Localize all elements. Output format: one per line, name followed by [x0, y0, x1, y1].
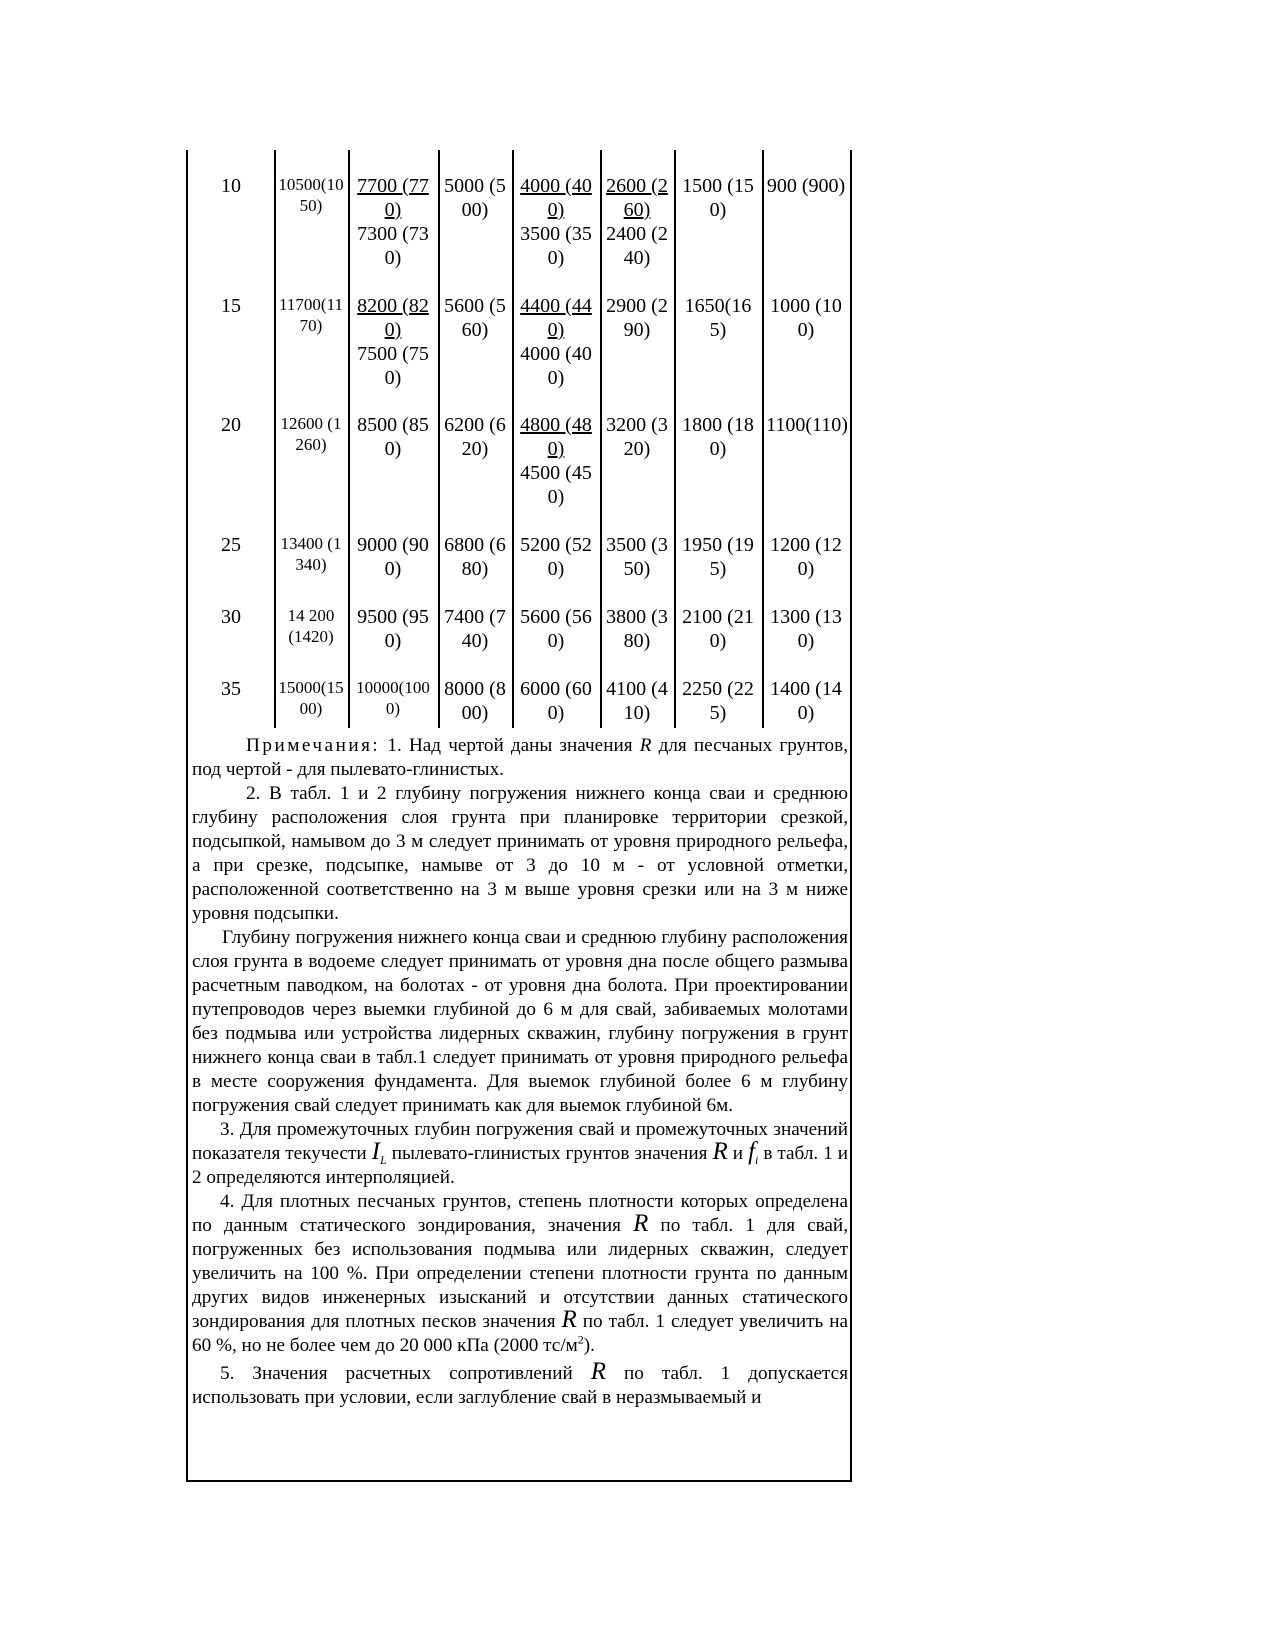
table-cell [516, 413, 596, 509]
table-cell-top: 8200 (820) [357, 295, 429, 341]
table-cell-top: 4800 (480) [520, 414, 592, 460]
symbol-R: R [633, 1210, 649, 1237]
table-cell [604, 174, 670, 270]
symbol-R: R [590, 1358, 607, 1385]
depth-cell: 15 [221, 295, 241, 317]
column-divider [274, 150, 276, 728]
table-cell-bottom: 7500 (750) [357, 343, 429, 389]
table-cell [352, 174, 434, 270]
table-cell: 1650(165) [684, 295, 752, 341]
table-cell: 2100 (210) [682, 606, 754, 652]
table-cell: 7400 (740) [444, 606, 506, 652]
table-cell: 9000 (900) [357, 534, 429, 580]
column-divider [438, 150, 440, 728]
table-cell: 1100(110) [766, 414, 848, 436]
table-cell: 4100 (410) [606, 678, 668, 724]
table-cell: 3500 (350) [606, 534, 668, 580]
table-cell-top: 7700 (770) [357, 175, 429, 221]
table-cell: 12600 (1260) [280, 414, 342, 454]
symbol-R: R [561, 1306, 577, 1333]
table-cell: 3200 (320) [606, 414, 668, 460]
notes-section [192, 734, 848, 1410]
note-4: 4. Для плотных песчаных грунтов, степень плотности которых определена по данным статического зондирования, значения R по табл. 1 для свай, погруженных без использования подмыва или лидерных скважин, следует увеличить на 100 %. При определении степени плотности грунта по данным других видов инженерных изысканий и отсутствии данных статического зондирования для плотных песков значения R по табл. 1 следует увеличить на 60 %, но не более чем до 20 000 кПа (2000 $тс/м^2$). [192, 1191, 849, 1356]
table-cell: 1950 (195) [682, 534, 754, 580]
table-cell: 8500 (850) [357, 414, 429, 460]
column-divider [674, 150, 676, 728]
note-3: 3. Для промежуточных глубин погружения свай и промежуточных значений показателя текучести $I_L$ пылевато-глинистых грунтов значения R и $f_i$ в табл. 1 и 2 определяются интерполяцией. [192, 1119, 849, 1188]
column-divider [600, 150, 602, 728]
table-cell: 5600 (560) [444, 295, 506, 341]
table-cell-bottom: 4000 (400) [520, 343, 592, 389]
table-cell: 6800 (680) [444, 534, 506, 580]
note-2-continued: Глубину погружения нижнего конца сваи и среднюю глубину расположения слоя грунта в водоеме следует принимать от уровня дна после общего размыва расчетным паводком, на болотах - от уровня дна болота. При проектировании путепроводов через выемки глубиной до 6 м для свай, забиваемых молотами без подмыва или устройства лидерных скважин, глубину погружения в грунт нижнего конца сваи в табл.1 следует принимать от уровня природного рельефа в месте сооружения фундамента. Для выемок глубиной более 6 м глубину погружения свай следует принимать как для выемок глубиной 6м. [192, 927, 848, 1116]
depth-cell: 35 [221, 678, 241, 700]
table-border-right [850, 150, 852, 1482]
table-cell: 15000(1500) [278, 678, 344, 718]
table-cell-bottom: 2400 (240) [606, 223, 668, 269]
document-frame [186, 150, 852, 1482]
depth-cell: 10 [221, 175, 241, 197]
table-border-left [186, 150, 188, 1482]
symbol-R: R [639, 735, 652, 756]
table-cell: 10500(1050) [278, 175, 344, 215]
table-cell: 2250 (225) [682, 678, 754, 724]
table-cell: 2900 (290) [606, 295, 668, 341]
note-2: 2. В табл. 1 и 2 глубину погружения нижнего конца сваи и среднюю глубину расположения слоя грунта при планировке территории срезкой, подсыпкой, намывом до 3 м следует принимать от уровня природного рельефа, а при срезке, подсыпке, намыве от 3 до 10 м - от условной отметки, расположенной соответственно на 3 м выше уровня срезки или на 3 м ниже уровня подсыпки. [192, 783, 848, 924]
table-cell: 10000(1000) [356, 678, 430, 718]
table-cell: 5600 (560) [520, 606, 592, 652]
table-cell [352, 294, 434, 390]
table-cell: 1300 (130) [770, 606, 842, 652]
table-cell: 11700(1170) [279, 295, 343, 335]
table-cell: 8000 (800) [444, 678, 506, 724]
table-cell-top: 2600 (260) [606, 175, 668, 221]
table-cell: 9500 (950) [357, 606, 429, 652]
table-cell-bottom: 4500 (450) [520, 462, 592, 508]
table-cell [516, 174, 596, 270]
table-cell: 6000 (600) [520, 678, 592, 724]
depth-cell: 20 [221, 414, 241, 436]
table-cell: 900 (900) [766, 175, 846, 197]
column-divider [348, 150, 350, 728]
depth-cell: 25 [221, 534, 241, 556]
table-cell-bottom: 3500 (350) [520, 223, 592, 269]
table-cell: 1400 (140) [770, 678, 842, 724]
symbol-I: I [371, 1138, 380, 1165]
symbol-f: f [748, 1138, 756, 1165]
table-cell: 1800 (180) [682, 414, 754, 460]
notes-heading: Примечания: [246, 735, 381, 756]
note-1: Примечания: 1. Над чертой даны значения R для песчаных грунтов, под чертой - для пылевато-глинистых. [192, 735, 848, 780]
table-border-bottom [186, 1480, 852, 1482]
table-cell: 5200 (520) [520, 534, 592, 580]
table-cell [516, 294, 596, 390]
table-cell: 14 200 (1420) [287, 606, 335, 646]
column-divider [762, 150, 764, 728]
depth-cell: 30 [221, 606, 241, 628]
table-cell-top: 4000 (400) [520, 175, 592, 221]
table-cell: 1000 (100) [770, 295, 842, 341]
note-5: 5. Значения расчетных сопротивлений R по табл. 1 допускается использовать при условии, если заглубление свай в неразмываемый и [192, 1358, 849, 1408]
table-cell: 5000 (500) [444, 175, 506, 221]
symbol-R: R [712, 1138, 728, 1165]
table-cell: 3800 (380) [606, 606, 668, 652]
table-cell-top: 4400 (440) [520, 295, 592, 341]
table-cell: 1200 (120) [770, 534, 842, 580]
column-divider [512, 150, 514, 728]
table-cell: 1500 (150) [682, 175, 754, 221]
table-cell: 13400 (1340) [280, 534, 342, 574]
table-cell: 6200 (620) [444, 414, 506, 460]
table-cell-bottom: 7300 (730) [357, 223, 429, 269]
